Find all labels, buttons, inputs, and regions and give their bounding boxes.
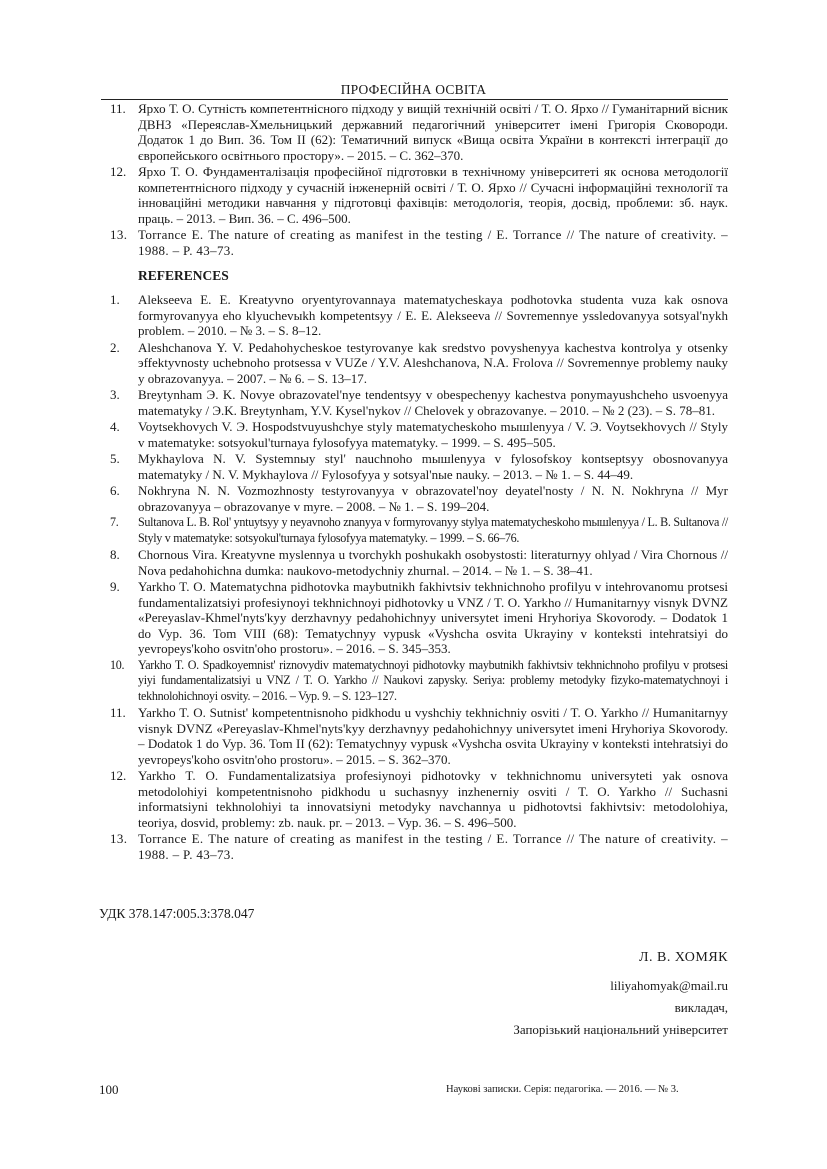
author-position: викладач, bbox=[674, 1000, 728, 1015]
reference-text: Breytynham Э. K. Novye obrazovatel'nye tendentsyy v obespechenyy kachestva ponymayushcheho usvoenyya matematyky / Э.K. Breytynham, Y.V. Kysel'nykov // Chelovek y obrazovanye. – 2010. – № 2 (23). – S. 78–81. bbox=[138, 387, 728, 418]
reference-item bbox=[0, 419, 827, 450]
reference-item bbox=[0, 831, 827, 862]
reference-item bbox=[0, 579, 827, 657]
reference-text: Aleshchanova Y. V. Pedahohycheskoe testyrovanye kak sredstvo povyshenyya kachestva kontrolya y otsenky эffektyvnosty uchebnoho protsessa v VUZe / Y.V. Aleshchanova, N.A. Frolova // Sovremennye problemy nauky y obrazovanyya. – 2007. – № 6. – S. 13–17. bbox=[138, 339, 728, 386]
ukrainian-reference-list bbox=[0, 101, 827, 259]
transliterated-reference-list bbox=[0, 292, 827, 863]
reference-text: Chornous Vira. Kreatyvne myslennya u tvorchykh poshukakh osobystosti: literaturnyy ohlyad / Vira Chornous // Nova pedahohichna dumka: naukovo-metodychniy zhurnal. – 2014. – № 1. – S. 38–41. bbox=[138, 547, 728, 578]
reference-number: 8. bbox=[110, 547, 120, 562]
header-rule bbox=[101, 99, 728, 100]
reference-text: Mykhaylova N. V. Systemnыy styl' nauchnoho mышlenyya v fylosofskoy kontseptsyy obosnovanyya matematyky / N. V. Mykhaylova // Fylosofyya y sotsyal'nыe nauky. – 2013. – № 1. – S. 44–49. bbox=[138, 451, 728, 482]
reference-number: 6. bbox=[110, 483, 120, 498]
reference-item bbox=[0, 768, 827, 830]
reference-number: 12. bbox=[110, 768, 127, 783]
reference-item bbox=[0, 340, 827, 387]
reference-text: Torrance E. The nature of creating as manifest in the testing / E. Torrance // The nature of creativity. – 1988. – P. 43–73. bbox=[138, 227, 728, 258]
author-name: Л. В. ХОМЯК bbox=[639, 950, 728, 965]
reference-text: Voytsekhovych V. Э. Hospodstvuyushchye styly matematycheskoho mышlenyya / V. Э. Voytsekhovych // Styly v matematyke: sotsyokul'turnaya fylosofyya matematyky. – 1999. – S. 495–505. bbox=[138, 419, 728, 450]
reference-item bbox=[0, 227, 827, 258]
reference-text: Yarkho T. O. Matematychna pidhotovka maybutnikh fakhivtsiv tekhnichnoho profilyu v intehrovanomu protsesi fundamentalizatsiyi profesiynoyi tekhnichnoyi pidhotovky u VNZ / T. O. Yarkho // Humanitarnyy visnyk DVNZ «Pereyaslav-Khmel'nyts'kyy derzhavnyy pedahohichnyy universytet imeni Hryhoriya Skovorody. – Dodatok 1 do Vyp. 36. Tom VIII (68): Tematychnyy vypusk «Vyshcha osvita Ukrayiny v konteksti intehratsiyi do yevropeys'koho osvitn'oho prostoru». – 2016. – S. 345–353. bbox=[138, 579, 728, 656]
reference-number: 11. bbox=[110, 101, 126, 116]
reference-item bbox=[0, 101, 827, 163]
udk-code: УДК 378.147:005.3:378.047 bbox=[99, 906, 255, 921]
reference-text: Yarkho T. O. Spadkoyemnist' riznovydiv matematychnoyi pidhotovky maybutnikh fakhivtsiv tekhnichnoho profilyu v protsesi yiyi fundamentalizatsiyi u VNZ / T. O. Yarkho // Naukovi zapysky. Seriya: problemy metodyky fizyko-matematychnoyi i tekhnolohichnoyi osvity. – 2016. – Vyp. 9. – S. 123–127. bbox=[138, 657, 728, 703]
running-title: ПРОФЕСІЙНА ОСВІТА bbox=[340, 82, 487, 97]
reference-number: 2. bbox=[110, 339, 120, 355]
reference-item bbox=[0, 292, 827, 339]
reference-number: 12. bbox=[110, 164, 127, 179]
reference-item bbox=[0, 515, 827, 546]
reference-number: 9. bbox=[110, 579, 120, 594]
reference-text: Sultanova L. B. Rol' yntuytsyy y neyavnoho znanyya v formyrovanyy stylya matematycheskoho mышlenyya / L. B. Sultanova // Styly v matematyke: sotsyokul'turnaya fylosofyya matematyky. – 1999. – S. 66–76. bbox=[138, 515, 728, 545]
reference-number: 10. bbox=[110, 657, 125, 672]
page-number: 100 bbox=[99, 1082, 119, 1097]
reference-text: Yarkho T. O. Sutnist' kompetentnisnoho pidkhodu u vyshchiy tekhnichniy osviti / T. O. Yarkho // Humanitarnyy visnyk DVNZ «Pereyaslav-Khmel'nyts'kyy derzhavnyy pedahohichnyy universytet imeni Hryhoriya Skovorody. – Dodatok 1 do Vyp. 36. Tom II (62): Tematychnyy vypusk «Vyshcha osvita Ukrayiny v konteksti intehratsiyi do yevropeys'koho osvitn'oho prostoru». – 2015. – S. 362–370. bbox=[138, 705, 728, 767]
reference-number: 13. bbox=[110, 227, 128, 242]
reference-text: Yarkho T. O. Fundamentalizatsiya profesiynoyi pidhotovky v tekhnichnomu universyteti yak osnova metodolohiyi kompetentnisnoho pidkhodu u suchasnyy inzhenerniy osviti / T. O. Yarkho // Suchasni informatsiyni tekhnolohiyi ta innovatsiyni metodyky navchannya u pidhotovtsi fakhivtsiv: metodolohiya, teoriya, dosvid, problemy: zb. nauk. pr. – 2013. – Vyp. 36. – S. 496–500. bbox=[138, 768, 728, 830]
reference-text: Nokhryna N. N. Vozmozhnosty testyrovanyya v obrazovatel'noy deyatel'nosty / N. N. Nokhryna // Myr obrazovanyya – obrazovanye v myre. – 2008. – № 1. – S. 199–204. bbox=[138, 483, 728, 514]
reference-number: 7. bbox=[110, 515, 119, 529]
reference-number: 1. bbox=[110, 292, 120, 307]
reference-number: 11. bbox=[110, 705, 126, 720]
reference-number: 3. bbox=[110, 387, 120, 402]
reference-number: 13. bbox=[110, 831, 128, 846]
reference-number: 4. bbox=[110, 419, 120, 434]
reference-item bbox=[0, 387, 827, 418]
author-email: liliyahomyak@mail.ru bbox=[610, 978, 728, 993]
journal-footer: Наукові записки. Серія: педагогіка. — 2016. — № 3. bbox=[446, 1084, 679, 1095]
reference-item bbox=[0, 658, 827, 705]
reference-item bbox=[0, 451, 827, 482]
reference-number: 5. bbox=[110, 451, 120, 466]
reference-item bbox=[0, 547, 827, 578]
reference-text: Alekseeva E. E. Kreatyvno oryentyrovannaya matematycheskaya podhotovka studenta vuza kak osnova formyrovanyya eho klyuchevыkh kompetentsyy / E. E. Alekseeva // Sovremennye yssledovanyya sotsyal'nykh problem. – 2010. – № 3. – S. 8–12. bbox=[138, 292, 728, 338]
reference-text: Torrance E. The nature of creating as manifest in the testing / E. Torrance // The nature of creativity. – 1988. – P. 43–73. bbox=[138, 831, 728, 862]
reference-item bbox=[0, 164, 827, 226]
reference-text: Ярхо Т. О. Фундаменталізація професійної підготовки в технічному університеті як основа методології компетентнісного підходу у сучасній інженерній освіті / Т. О. Ярхо // Сучасні інформаційні технології та інноваційні методики навчання у підготовці фахівців: методологія, теорія, досвід, проблеми: зб. наук. праць. – 2013. – Вип. 36. – С. 496–500. bbox=[138, 164, 728, 226]
reference-item bbox=[0, 705, 827, 767]
reference-text: Ярхо Т. О. Сутність компетентнісного підходу у вищій технічній освіті / Т. О. Ярхо // Гуманітарний вісник ДВНЗ «Переяслав-Хмельницький державний педагогічний університет імені Григорія Сковороди. Додаток 1 до Вип. 36. Том II (62): Тематичний випуск «Вища освіта України в контексті інтеграції до європейського освітнього простору». – 2015. – С. 362–370. bbox=[138, 101, 728, 163]
author-organization: Запорізький національний університет bbox=[513, 1022, 728, 1037]
reference-item bbox=[0, 483, 827, 514]
references-heading: REFERENCES bbox=[138, 268, 229, 283]
